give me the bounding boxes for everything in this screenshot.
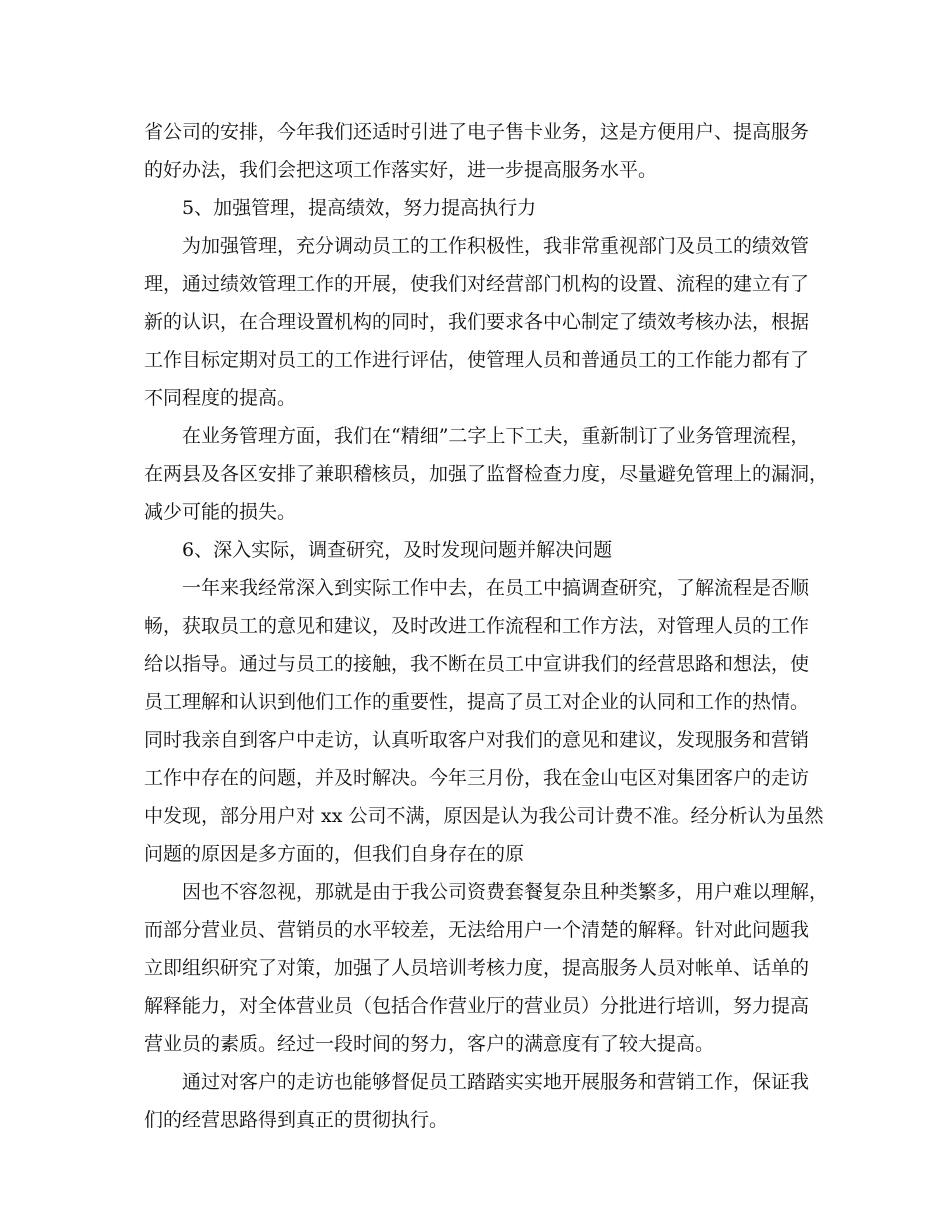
text-line: 新的认识，在合理设置机构的同时，我们要求各中心制定了绩效考核办法，根据 <box>144 311 810 333</box>
text-line: 们的经营思路得到真正的贯彻执行。 <box>144 1109 449 1131</box>
text-line: 解释能力，对全体营业员（包括合作营业厅的营业员）分批进行培训，努力提高 <box>144 995 810 1017</box>
text-line: 工作中存在的问题，并及时解决。今年三月份，我在金山屯区对集团客户的走访 <box>144 767 810 789</box>
text-line: 因也不容忽视，那就是由于我公司资费套餐复杂且种类繁多，用户难以理解， <box>182 881 829 903</box>
text-line: 问题的原因是多方面的，但我们自身存在的原 <box>144 843 525 865</box>
section-heading-5: 5、加强管理，提高绩效，努力提高执行力 <box>182 197 537 219</box>
text-line: 通过对客户的走访也能够督促员工踏踏实实地开展服务和营销工作，保证我 <box>182 1071 810 1093</box>
text-line: 而部分营业员、营销员的水平较差，无法给用户一个清楚的解释。针对此问题我 <box>144 919 810 941</box>
text-line: 同时我亲自到客户中走访，认真听取客户对我们的意见和建议，发现服务和营销 <box>144 729 810 751</box>
text-line: 工作目标定期对员工的工作进行评估，使管理人员和普通员工的工作能力都有了 <box>144 349 810 371</box>
text-line: 中发现，部分用户对 xx 公司不满，原因是认为我公司计费不准。经分析认为虽然 <box>144 805 824 827</box>
text-line: 省公司的安排，今年我们还适时引进了电子售卡业务，这是方便用户、提高服务 <box>144 121 810 143</box>
text-line: 理，通过绩效管理工作的开展，使我们对经营部门机构的设置、流程的建立有了 <box>144 273 810 295</box>
text-line: 在两县及各区安排了兼职稽核员，加强了监督检查力度，尽量避免管理上的漏洞， <box>144 463 829 485</box>
text-line: 的好办法，我们会把这项工作落实好，进一步提高服务水平。 <box>144 159 658 181</box>
text-line: 为加强管理，充分调动员工的工作积极性，我非常重视部门及员工的绩效管 <box>182 235 810 257</box>
text-line: 营业员的素质。经过一段时间的努力，客户的满意度有了较大提高。 <box>144 1033 715 1055</box>
text-line: 在业务管理方面，我们在“精细”二字上下工夫，重新制订了业务管理流程， <box>182 425 810 447</box>
section-heading-6: 6、深入实际，调查研究，及时发现问题并解决问题 <box>182 539 613 561</box>
text-line: 畅，获取员工的意见和建议，及时改进工作流程和工作方法，对管理人员的工作 <box>144 615 810 637</box>
text-line: 员工理解和认识到他们工作的重要性，提高了员工对企业的认同和工作的热情。 <box>144 691 810 713</box>
text-line: 一年来我经常深入到实际工作中去，在员工中搞调查研究，了解流程是否顺 <box>182 577 810 599</box>
text-line: 给以指导。通过与员工的接触，我不断在员工中宣讲我们的经营思路和想法，使 <box>144 653 810 675</box>
text-line: 减少可能的损失。 <box>144 501 297 523</box>
text-line: 立即组织研究了对策，加强了人员培训考核力度，提高服务人员对帐单、话单的 <box>144 957 810 979</box>
text-line: 不同程度的提高。 <box>144 387 297 409</box>
